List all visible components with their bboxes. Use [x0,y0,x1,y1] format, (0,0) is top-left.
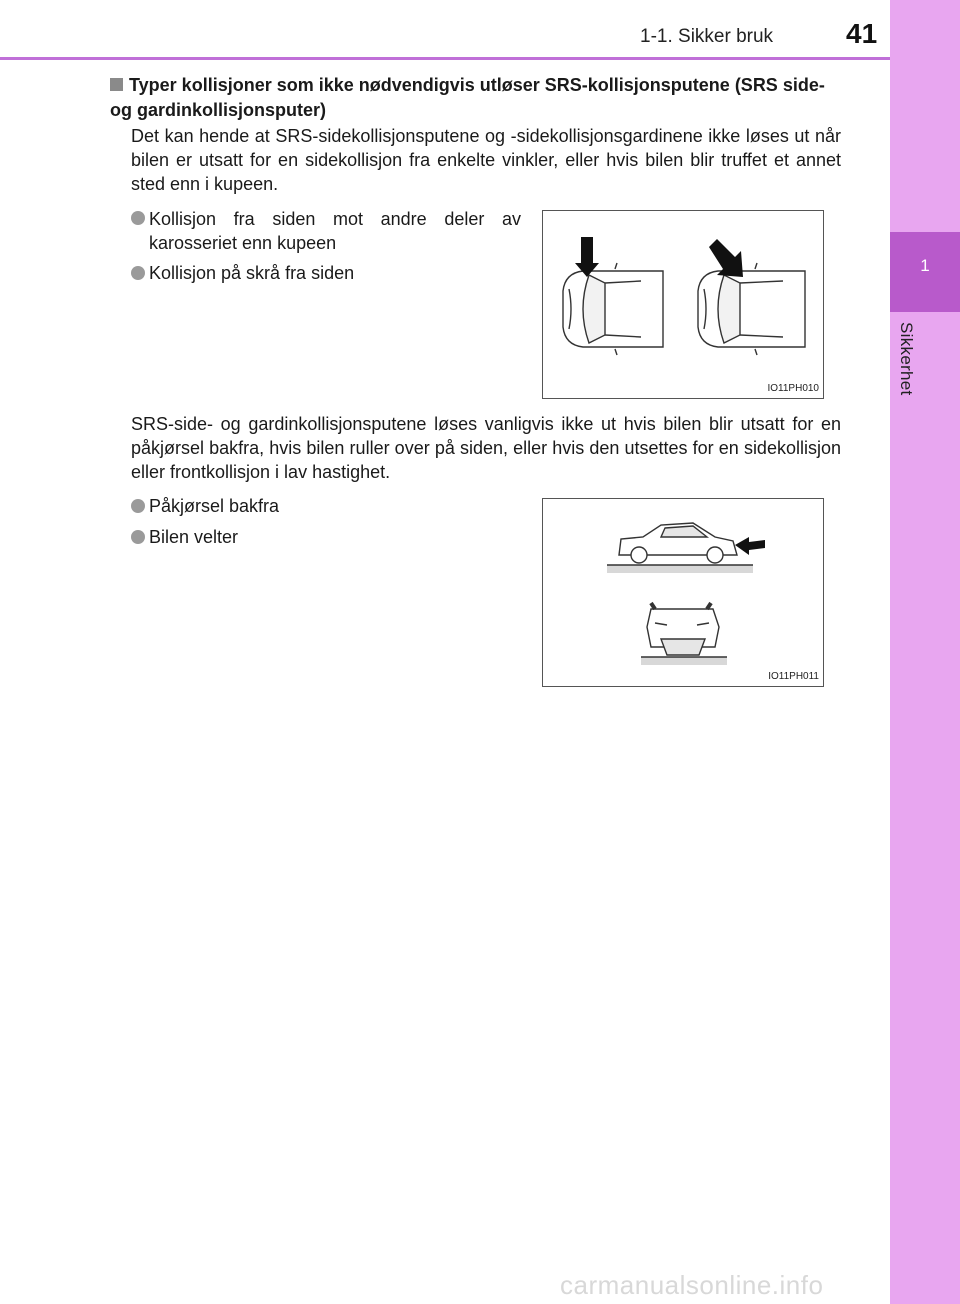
figure-code: IO11PH010 [767,383,819,394]
bullet-text: Kollisjon fra siden mot andre deler av karosseriet enn kupeen [149,209,521,253]
car-side-view-icon [619,523,737,563]
ground [641,657,727,665]
heading-square-icon [110,78,123,91]
watermark: carmanualsonline.info [560,1270,824,1300]
bullet-item [131,494,511,518]
arrow-left-icon [735,537,765,555]
bullet-dot-icon [131,266,145,280]
bullet-text: Bilen velter [149,527,239,547]
section-heading [110,73,845,123]
bullet-text: Påkjørsel bakfra [149,496,280,516]
bullet-dot-icon [131,530,145,544]
car-top-view-icon [698,263,805,355]
paragraph-2: SRS-side- og gardinkollisjonsputene løses vanligvis ikke ut hvis bilen blir utsatt for en påkjørsel bakfra, hvis bilen ruller over på siden, eller hvis den utsettes for en sidekollisjon eller frontkollisjon i lav hastighet. [131,414,841,482]
heading-text: Typer kollisjoner som ikke nødvendigvis utløser SRS-kollisjonsputene (SRS side- og gardinkollisjonsputer) [110,75,825,120]
bullet-item [131,207,521,255]
chapter-number: 1 [920,256,930,275]
rear-rollover-illustration [543,499,823,686]
bullet-item [131,525,511,549]
ground [607,565,753,573]
figure-rear-rollover [542,498,824,687]
chapter-label: Sikkerhet [897,322,916,396]
bullet-item [131,261,521,285]
bullet-dot-icon [131,499,145,513]
side-collision-illustration [543,211,823,398]
figure-code: IO11PH011 [768,671,819,682]
section-header: 1-1. Sikker bruk [640,26,774,47]
bullet-dot-icon [131,211,145,225]
header-rule [0,57,890,60]
figure-side-collision [542,210,824,399]
car-top-view-icon [563,263,663,355]
bullet-text: Kollisjon på skrå fra siden [149,263,355,283]
paragraph-1: Det kan hende at SRS-sidekollisjonsputene og -sidekollisjonsgardinene ikke løses ut når bilen er utsatt for en sidekollisjon fra enkelte vinkler, eller hvis bilen blir truffet et annet sted enn i kupeen. [131,126,841,194]
overturned-car-icon [647,603,719,655]
side-tab [890,0,960,1304]
page-number: 41 [846,18,878,49]
